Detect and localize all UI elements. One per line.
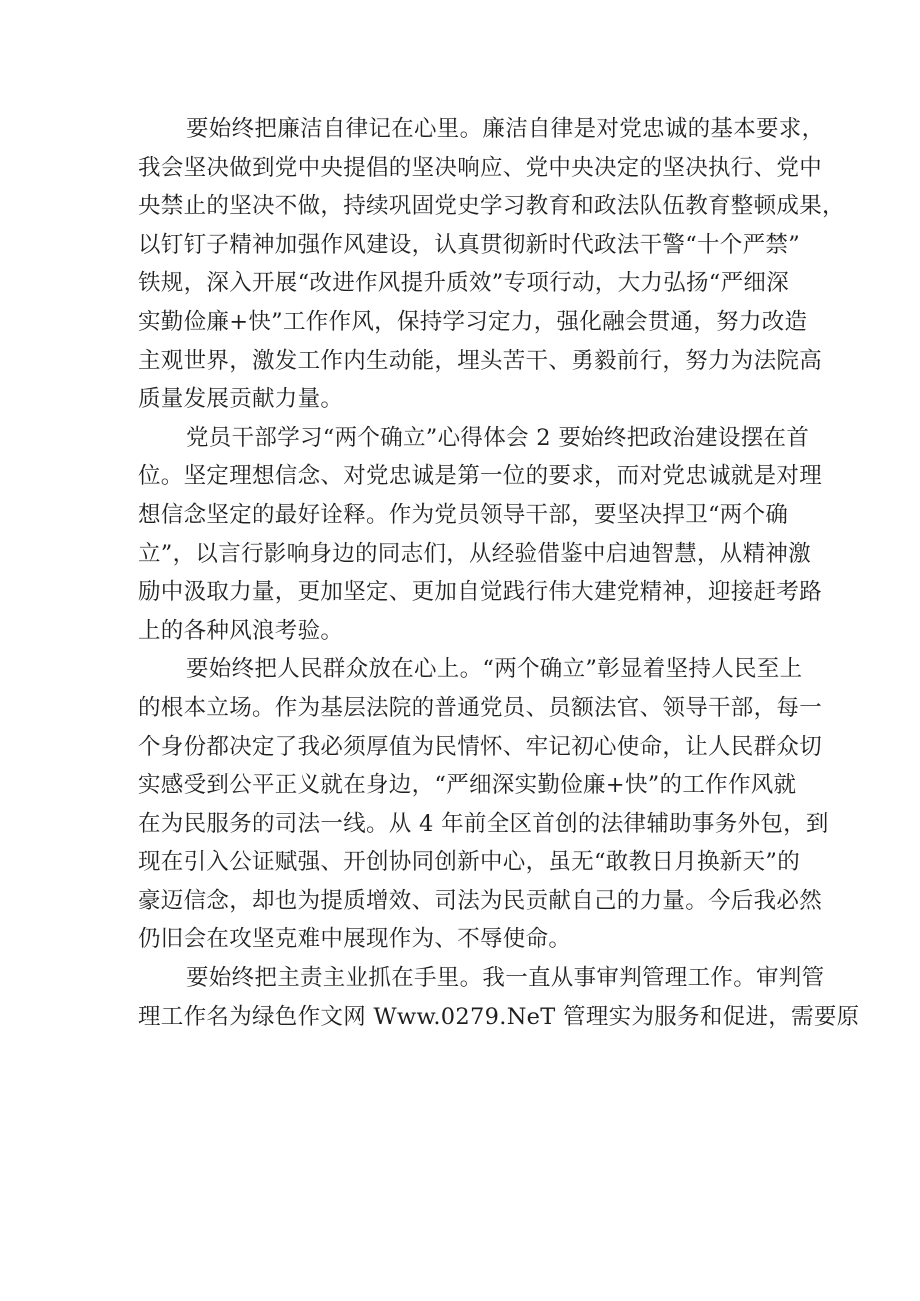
paragraph-line: 想信念坚定的最好诠释。作为党员领导干部，要坚决捍卫“两个确 [138, 501, 789, 528]
paragraph-line: 党员干部学习“两个确立”心得体会 2 要始终把政治建设摆在首 [186, 424, 810, 451]
paragraph-line: 质量发展贡献力量。 [138, 386, 344, 413]
paragraph-line: 理工作名为绿色作文网 Www.0279.NeT 管理实为服务和促进，需要原 [138, 1003, 860, 1030]
paragraph-line: 个身份都决定了我必须厚值为民情怀、牢记初心使命，让人民群众切 [138, 733, 823, 760]
paragraph-line: 我会坚决做到党中央提倡的坚决响应、党中央决定的坚决执行、党中 [138, 154, 823, 181]
paragraph-line: 实勤俭廉+快”工作作风，保持学习定力，强化融会贯通，努力改造 [138, 308, 808, 335]
paragraph-political-building [138, 419, 823, 651]
paragraph-line: 实感受到公平正义就在身边，“严细深实勤俭廉+快”的工作作风就 [138, 772, 797, 799]
paragraph-integrity [138, 110, 845, 419]
paragraph-line: 央禁止的坚决不做，持续巩固党史学习教育和政法队伍教育整顿成果， [138, 193, 845, 220]
paragraph-line: 位。坚定理想信念、对党忠诚是第一位的要求，而对党忠诚就是对理 [138, 463, 823, 490]
paragraph-line: 仍旧会在攻坚克难中展现作为、不辱使命。 [138, 926, 572, 953]
paragraph-line: 铁规，深入开展“改进作风提升质效”专项行动，大力弘扬“严细深 [138, 270, 790, 297]
paragraph-line: 豪迈信念，却也为提质增效、司法为民贡献自己的力量。今后我必然 [138, 887, 823, 914]
paragraph-line: 在为民服务的司法一线。从 4 年前全区首创的法律辅助事务外包，到 [138, 810, 829, 837]
paragraph-line: 要始终把廉洁自律记在心里。廉洁自律是对党忠诚的基本要求， [186, 116, 825, 142]
paragraph-line: 以钉钉子精神加强作风建设，认真贯彻新时代政法干警“十个严禁” [138, 231, 801, 258]
paragraph-line: 的根本立场。作为基层法院的普通党员、员额法官、领导干部，每一 [138, 694, 823, 721]
paragraph-line: 主观世界，激发工作内生动能，埋头苦干、勇毅前行，努力为法院高 [138, 347, 823, 374]
paragraph-line: 要始终把人民群众放在心上。“两个确立”彰显着坚持人民至上 [186, 656, 803, 683]
paragraph-line: 立”，以言行影响身边的同志们，从经验借鉴中启迪智慧，从精神激 [138, 540, 812, 567]
paragraph-line: 要始终把主责主业抓在手里。我一直从事审判管理工作。审判管 [186, 965, 825, 992]
document-body [138, 110, 860, 1036]
paragraph-line: 现在引入公证赋强、开创协同创新中心，虽无“敢教日月换新天”的 [138, 849, 801, 876]
paragraph-line: 上的各种风浪考验。 [138, 617, 344, 644]
paragraph-people [138, 650, 829, 959]
paragraph-line: 励中汲取力量，更加坚定、更加自觉践行伟大建党精神，迎接赶考路 [138, 579, 823, 606]
paragraph-main-responsibility [138, 959, 860, 1036]
